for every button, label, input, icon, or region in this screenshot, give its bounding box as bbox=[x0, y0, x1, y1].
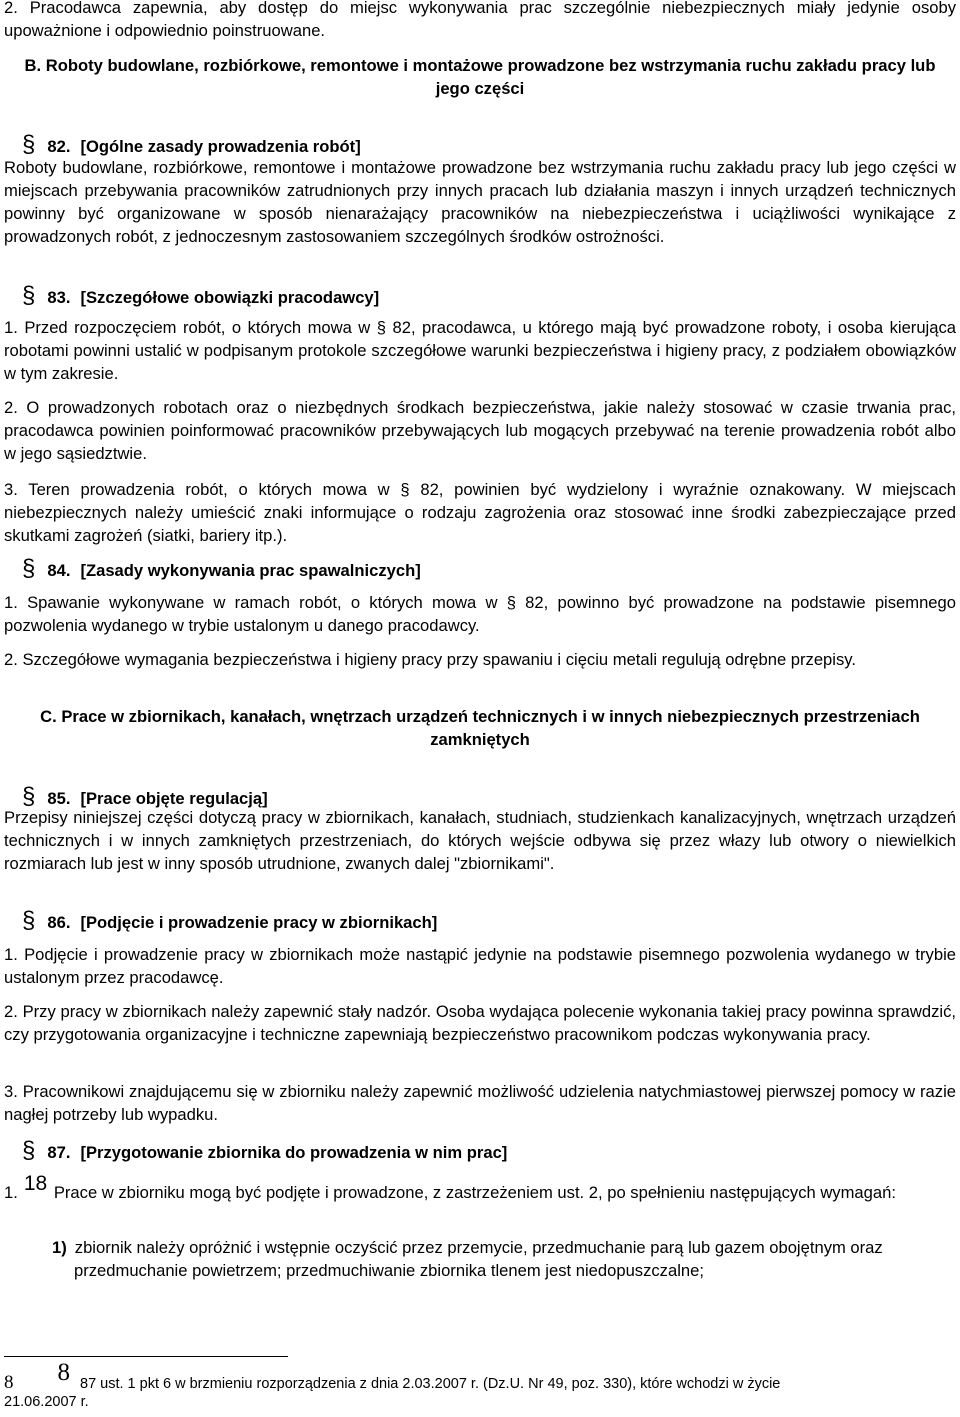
section-84-paragraph-2: 2. Szczegółowe wymagania bezpieczeństwa i higieny pracy przy spawaniu i cięciu metali regulują odrębne przepisy. bbox=[4, 650, 856, 669]
section-title: [Prace objęte regulacją] bbox=[80, 789, 268, 808]
section-sign: § bbox=[22, 1137, 36, 1164]
section-number: 86. bbox=[47, 913, 71, 932]
footnote-text: 87 ust. 1 pkt 6 w brzmieniu rozporządzenia z dnia 2.03.2007 r. (Dz.U. Nr 49, poz. 330), które wchodzi w życie bbox=[80, 1376, 781, 1392]
section-86-heading bbox=[22, 909, 437, 934]
paragraph-number: 1. bbox=[4, 1183, 18, 1202]
section-sign: § bbox=[22, 282, 36, 309]
section-84-paragraph-1: 1. Spawanie wykonywane w ramach robót, o których mowa w § 82, powinno być prowadzone na podstawie pisemnego pozwolenia wydanego w trybie ustalonym u danego pracodawcy. bbox=[4, 593, 956, 635]
section-heading-b: B. Roboty budowlane, rozbiórkowe, remontowe i montażowe prowadzone bez wstrzymania ruchu zakładu pracy lub jego części bbox=[24, 56, 936, 98]
list-item bbox=[52, 1236, 892, 1282]
section-sign: § bbox=[22, 907, 36, 934]
section-number: 87. bbox=[47, 1143, 71, 1162]
paragraph-text: Prace w zbiorniku mogą być podjęte i prowadzone, z zastrzeżeniem ust. 2, po spełnieniu następujących wymagań: bbox=[53, 1183, 896, 1202]
section-82-heading bbox=[22, 133, 361, 158]
section-number: 85. bbox=[47, 789, 71, 808]
footnote-mark-superscript: 8 bbox=[57, 1359, 70, 1386]
section-86-paragraph-2: 2. Przy pracy w zbiornikach należy zapewnić stały nadzór. Osoba wydająca polecenie wykonania takiej pracy powinna sprawdzić, czy przygotowania organizacyjne i techniczne zapewniają bezpieczeństwo pracownikom podczas wykonywania pracy. bbox=[4, 1002, 956, 1044]
footnote-date: 21.06.2007 r. bbox=[4, 1394, 89, 1410]
section-title: [Ogólne zasady prowadzenia robót] bbox=[80, 137, 361, 156]
footnote-mark: 8 bbox=[4, 1372, 14, 1393]
footnote-reference: 18 bbox=[23, 1172, 48, 1195]
footnote bbox=[4, 1359, 956, 1411]
section-86-paragraph-3: 3. Pracownikowi znajdującemu się w zbiorniku należy zapewnić możliwość udzielenia natychmiastowej pierwszej pomocy w razie nagłej potrzeby lub wypadku. bbox=[4, 1082, 956, 1124]
section-86-paragraph-1: 1. Podjęcie i prowadzenie pracy w zbiornikach może nastąpić jedynie na podstawie pisemnego pozwolenia wydanego w trybie ustalonym przez pracodawcę. bbox=[4, 945, 956, 987]
section-title: [Szczegółowe obowiązki pracodawcy] bbox=[80, 288, 380, 307]
paragraph-top: 2. Pracodawca zapewnia, aby dostęp do miejsc wykonywania prac szczególnie niebezpiecznych miały jedynie osoby upoważnione i odpowiednio poinstruowane. bbox=[4, 0, 956, 40]
section-title: [Zasady wykonywania prac spawalniczych] bbox=[80, 561, 421, 580]
section-84-heading bbox=[22, 557, 421, 582]
section-83-paragraph-3: 3. Teren prowadzenia robót, o których mowa w § 82, powinien być wydzielony i wyraźnie oznakowany. W miejscach niebezpiecznych należy umieścić znaki informujące o rodzaju zagrożenia oraz stosować inne środki zabezpieczające przed skutkami zagrożeń (siatki, bariery itp.). bbox=[4, 480, 956, 545]
section-83-heading bbox=[22, 284, 379, 309]
section-83-paragraph-1: 1. Przed rozpoczęciem robót, o których mowa w § 82, pracodawca, u którego mają być prowadzone roboty, i osoba kierująca robotami powinni ustalić w podpisanym protokole szczegółowe warunki bezpieczeństwa i higieny pracy, z podziałem obowiązków w tym zakresie. bbox=[4, 318, 956, 383]
section-sign: § bbox=[22, 131, 36, 158]
list-item-number: 1) bbox=[52, 1238, 67, 1257]
section-87-heading bbox=[22, 1139, 507, 1164]
section-87-paragraph-1 bbox=[4, 1172, 956, 1204]
list-item-text: zbiornik należy opróżnić i wstępnie oczyścić przez przemycie, przedmuchanie parą lub gazem obojętnym oraz przedmuchanie powietrzem; przedmuchiwanie zbiornika tlenem jest niedopuszczalne; bbox=[74, 1238, 883, 1280]
section-number: 83. bbox=[47, 288, 71, 307]
section-heading-c: C. Prace w zbiornikach, kanałach, wnętrzach urządzeń technicznych i w innych niebezpiecznych przestrzeniach zamkniętych bbox=[40, 707, 920, 749]
footnote-divider bbox=[4, 1356, 288, 1357]
section-sign: § bbox=[22, 783, 36, 810]
section-85-body: Przepisy niniejszej części dotyczą pracy w zbiornikach, kanałach, studniach, studzienkach kanalizacyjnych, wnętrzach urządzeń technicznych i w innych zamkniętych przestrzeniach, do których wejście odbywa się przez włazy lub otwory o niewielkich rozmiarach lub jest w inny sposób utrudnione, zwanych dalej "zbiornikami". bbox=[4, 808, 956, 873]
section-82-body: Roboty budowlane, rozbiórkowe, remontowe i montażowe prowadzone bez wstrzymania ruchu zakładu pracy lub jego części w miejscach przebywania pracowników zatrudnionych przy innych pracach lub działania maszyn i innych urządzeń technicznych powinny być organizowane w sposób nienarażający pracowników na niebezpieczeństwa i uciążliwości wynikające z prowadzonych robót, z jednoczesnym zastosowaniem szczególnych środków ostrożności. bbox=[4, 158, 956, 246]
section-number: 84. bbox=[47, 561, 71, 580]
section-83-paragraph-2: 2. O prowadzonych robotach oraz o niezbędnych środkach bezpieczeństwa, jakie należy stosować w czasie trwania prac, pracodawca powinien poinformować pracowników przebywających lub mogących przebywać na terenie prowadzenia robót albo w jego sąsiedztwie. bbox=[4, 398, 956, 463]
section-number: 82. bbox=[47, 137, 71, 156]
section-sign: § bbox=[22, 555, 36, 582]
section-title: [Przygotowanie zbiornika do prowadzenia w nim prac] bbox=[80, 1143, 508, 1162]
section-title: [Podjęcie i prowadzenie pracy w zbiornikach] bbox=[80, 913, 438, 932]
